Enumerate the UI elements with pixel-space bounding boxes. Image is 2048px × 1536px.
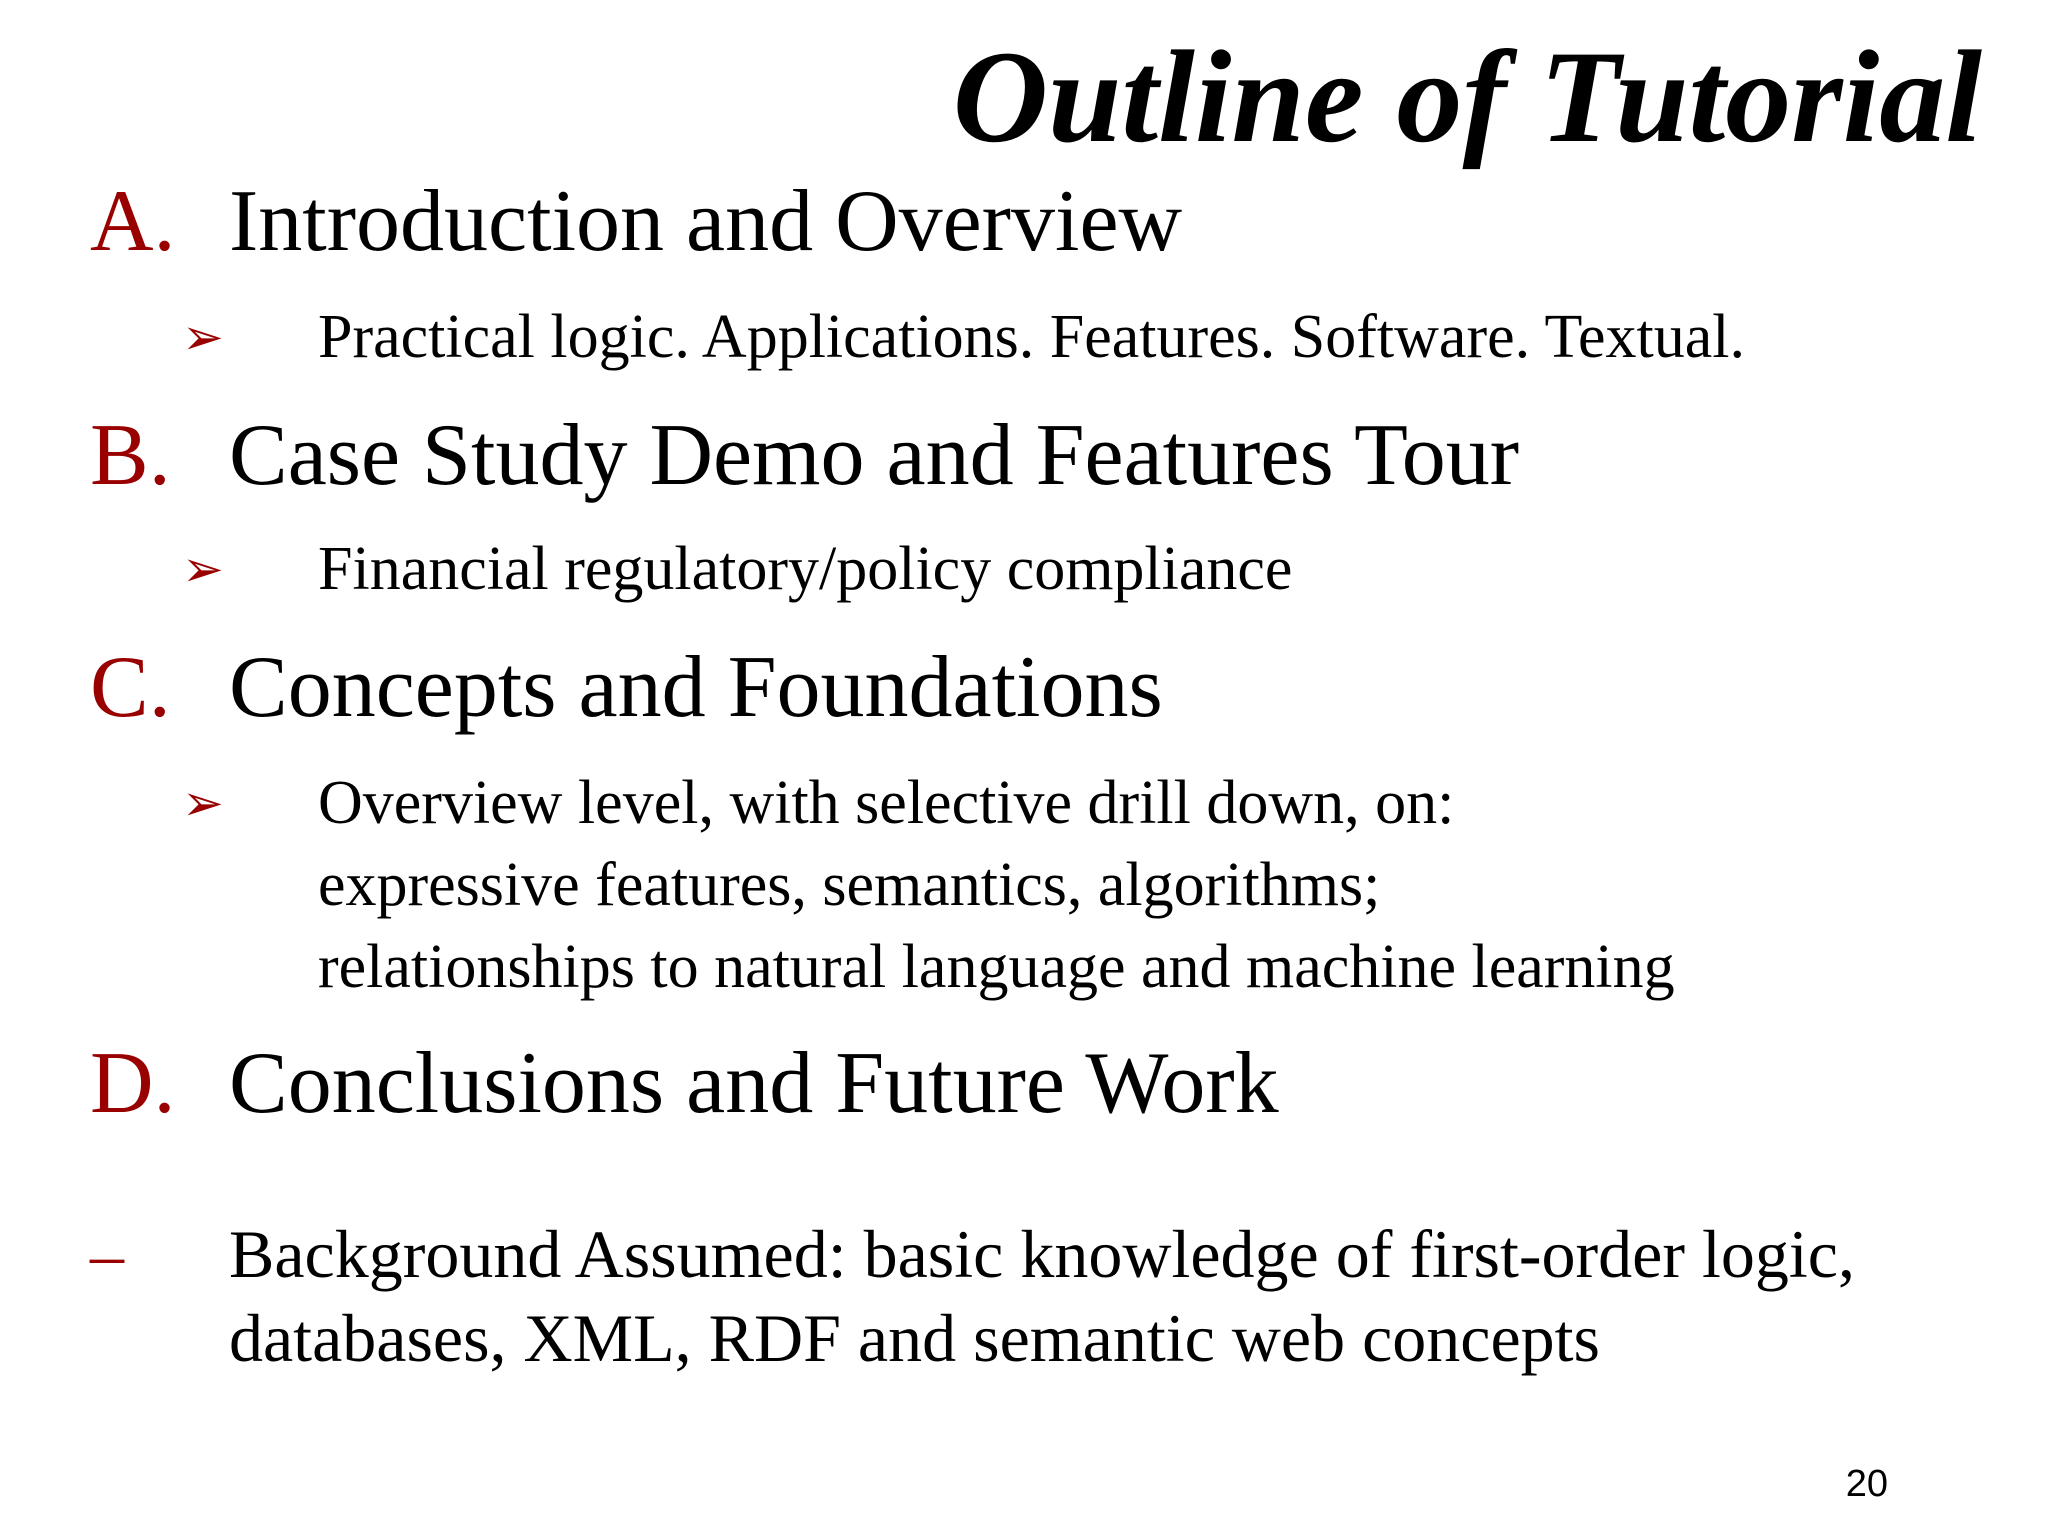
- section-c-heading: [90, 638, 1163, 738]
- note-text: [229, 1212, 1855, 1380]
- arrow-bullet-icon: ➢: [182, 540, 224, 598]
- page-number: 20: [1845, 1463, 1888, 1505]
- section-title: Concepts and Foundations: [229, 639, 1163, 736]
- slide-title: Outline of Tutorial: [952, 23, 1982, 170]
- bullet-line: expressive features, semantics, algorithms;: [318, 851, 1381, 919]
- bullet-text: [318, 528, 1292, 610]
- arrow-bullet-icon: ➢: [182, 774, 224, 832]
- dash-bullet: –: [90, 1216, 124, 1292]
- bullet-line: Practical logic. Applications. Features. Software. Textual.: [318, 303, 1746, 371]
- bullet-line: Financial regulatory/policy compliance: [318, 535, 1293, 603]
- section-title: Introduction and Overview: [229, 173, 1183, 270]
- bullet-line: relationships to natural language and machine learning: [318, 933, 1675, 1001]
- bullet-text: [318, 296, 1745, 378]
- section-title: Conclusions and Future Work: [229, 1035, 1279, 1132]
- section-letter: D.: [90, 1035, 176, 1132]
- note-line: Background Assumed: basic knowledge of first-order logic,: [229, 1216, 1855, 1292]
- section-a-bullet: [182, 296, 1745, 378]
- note-line: databases, XML, RDF and semantic web concepts: [229, 1300, 1600, 1376]
- background-note: [90, 1212, 1855, 1380]
- section-c-bullet: [182, 762, 1675, 1008]
- section-letter: B.: [90, 407, 171, 504]
- arrow-bullet-icon: ➢: [182, 308, 224, 366]
- section-a-heading: [90, 172, 1182, 272]
- section-letter: A.: [90, 173, 176, 270]
- bullet-line: Overview level, with selective drill down, on:: [318, 769, 1455, 837]
- section-title: Case Study Demo and Features Tour: [229, 407, 1520, 504]
- section-b-heading: [90, 406, 1519, 506]
- section-d-heading: [90, 1034, 1279, 1134]
- section-b-bullet: [182, 528, 1292, 610]
- bullet-text: [318, 762, 1675, 1008]
- section-letter: C.: [90, 639, 171, 736]
